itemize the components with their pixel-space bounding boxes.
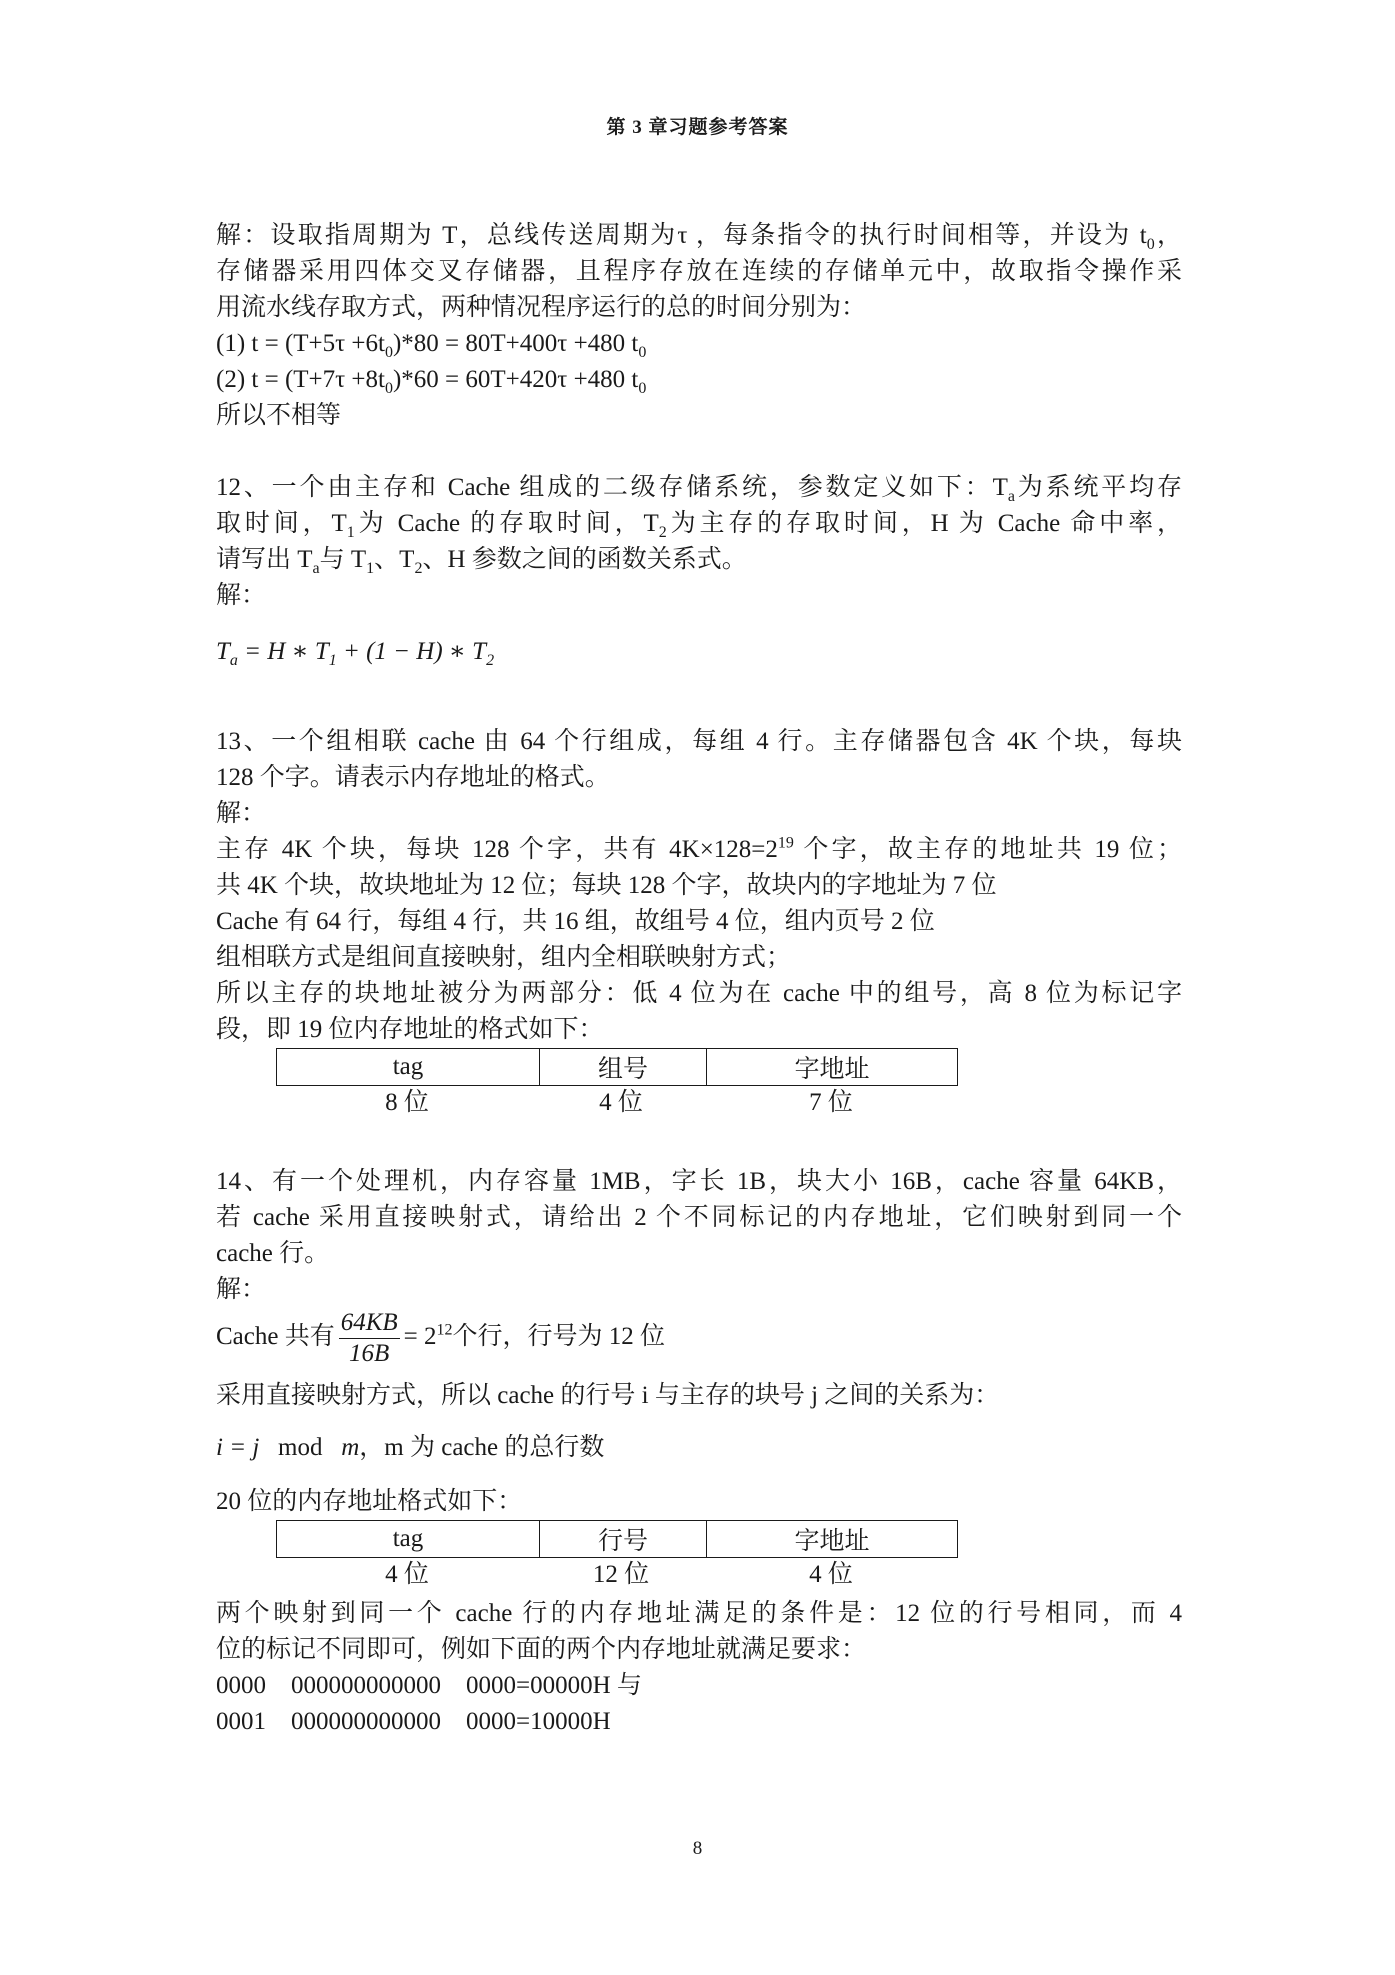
q13-step-5: 所以主存的块地址被分为两部分：低 4 位为在 cache 中的组号，高 8 位为标记字 [216, 980, 1182, 1007]
q12-answer-label: 解： [216, 582, 267, 609]
q14-cache-lines-formula: Cache 共有 $\frac{64KB}{16B}$ = $2^{12}$个行，行号为 12 位 [216, 1308, 666, 1367]
bit-width-label: 4 位 [599, 1089, 643, 1116]
bit-width-label: 8 位 [385, 1089, 429, 1116]
q14-line-2: 若 cache 采用直接映射式，请给出 2 个不同标记的内存地址，它们映射到同一个 [216, 1204, 1182, 1231]
table-cell-group: 组号 [540, 1049, 707, 1086]
q14-relation: i = j mod m，m 为 cache 的总行数 [216, 1434, 605, 1461]
q13-step-3: Cache 有 64 行，每组 4 行，共 16 组，故组号 4 位，组内页号 2 位 [216, 908, 935, 935]
q14-address-format-table [276, 1520, 958, 1558]
conclusion-text: 所以不相等 [216, 402, 342, 429]
q13-address-format-table [276, 1048, 958, 1086]
bit-width-label: 4 位 [385, 1561, 429, 1588]
equation-2: (2) $t = (T+7\tau +8t_0)*60 = 60T+420\tau +480$ $t_0$ [216, 366, 647, 397]
q12-line-1: 12、一个由主存和 Cache 组成的二级存储系统，参数定义如下：$T_a$为系统平均存 [216, 474, 1182, 505]
solution-line-1: 解：设取指周期为 T，总线传送周期为τ ，每条指令的执行时间相等，并设为 $t_0$， [216, 222, 1182, 253]
page-header: 第 3 章习题参考答案 [606, 117, 789, 138]
q12-formula: $T_a = H$ ∗ $T_1 + (1 - H)$ ∗ $T_2$ [216, 638, 495, 669]
q14-condition-line-1: 两个映射到同一个 cache 行的内存地址满足的条件是：12 位的行号相同，而 4 [216, 1600, 1182, 1627]
table-cell-word-address: 字地址 [707, 1521, 958, 1558]
q14-address-format-text: 20 位的内存地址格式如下： [216, 1488, 523, 1515]
q14-condition-line-2: 位的标记不同即可，例如下面的两个内存地址就满足要求： [216, 1636, 867, 1663]
q14-example-2: 0001 000000000000 0000=10000H [216, 1708, 611, 1735]
table-cell-tag: tag [277, 1521, 540, 1558]
q14-example-1: 0000 000000000000 0000=00000H 与 [216, 1672, 642, 1699]
q14-direct-map-text: 采用直接映射方式，所以 cache 的行号 i 与主存的块号 j 之间的关系为： [216, 1382, 1000, 1409]
bit-width-label: 7 位 [809, 1089, 853, 1116]
equation-1: (1) $t = (T+5\tau +6t_0)*80 = 80T+400\tau +480$ $t_0$ [216, 330, 647, 361]
q13-step-2: 共 4K 个块，故块地址为 12 位；每块 128 个字，故块内的字地址为 7 位 [216, 872, 997, 899]
q13-line-1: 13、一个组相联 cache 由 64 个行组成，每组 4 行。主存储器包含 4K 个块，每块 [216, 728, 1182, 755]
q13-line-2: 128 个字。请表示内存地址的格式。 [216, 764, 610, 791]
table-cell-tag: tag [277, 1049, 540, 1086]
q12-line-2: 取时间，$T_1$为 Cache 的存取时间，$T_2$为主存的存取时间，H 为 Cache 命中率， [216, 510, 1182, 541]
q14-line-1: 14、有一个处理机，内存容量 1MB，字长 1B，块大小 16B，cache 容量 64KB， [216, 1168, 1182, 1195]
q14-answer-label: 解： [216, 1276, 267, 1303]
bit-width-label: 12 位 [592, 1561, 650, 1588]
page-number: 8 [692, 1838, 703, 1859]
solution-line-3: 用流水线存取方式，两种情况程序运行的总的时间分别为： [216, 294, 867, 321]
fraction: $\frac{64KB}{16B}$ [340, 1308, 398, 1367]
solution-line-2: 存储器采用四体交叉存储器，且程序存放在连续的存储单元中，故取指令操作采 [216, 258, 1182, 285]
q13-step-6: 段，即 19 位内存地址的格式如下： [216, 1016, 604, 1043]
q14-line-3: cache 行。 [216, 1240, 330, 1267]
q12-line-3: 请写出 $T_a$与 $T_1$、$T_2$、H 参数之间的函数关系式。 [216, 546, 747, 577]
table-cell-line-number: 行号 [540, 1521, 707, 1558]
q13-answer-label: 解： [216, 800, 267, 827]
table-cell-word-address: 字地址 [707, 1049, 958, 1086]
q13-step-1: 主存 4K 个块，每块 128 个字，共有 $4K\times 128=2^{19}$ 个字，故主存的地址共 19 位； [216, 834, 1182, 863]
bit-width-label: 4 位 [809, 1561, 853, 1588]
q13-step-4: 组相联方式是组间直接映射，组内全相联映射方式； [216, 944, 792, 971]
